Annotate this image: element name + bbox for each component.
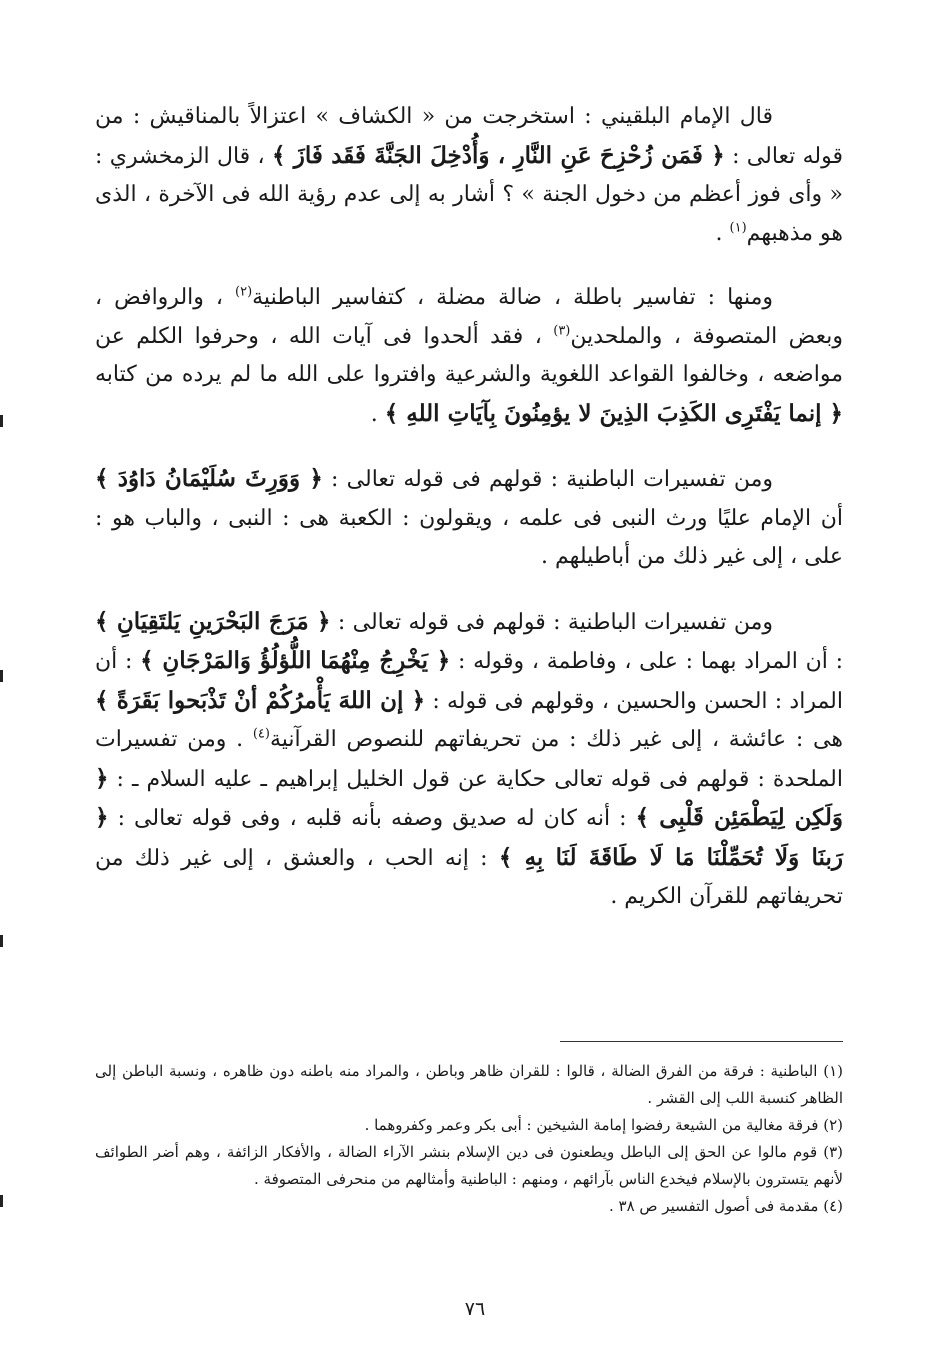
footnote-3: (٣) قوم مالوا عن الحق إلى الباطل ويطعنون فى دين الإسلام بنشر الآراء الضالة ، والأفكار الزائفة ، وهم أضر الطوائف لأنهم يتسترون بالإسلام فيخدع الناس بآرائهم ، ومنهم : الباطنية وأمثالهم من منحرفى المتصوفة . — [95, 1143, 843, 1188]
quran-verse: ﴿ يَخْرِجُ مِنْهُمَا اللُّؤلُؤُ وَالمَرْجَانِ ﴾ — [140, 647, 451, 674]
scan-edge-mark — [0, 935, 3, 947]
paragraph-4 — [95, 603, 843, 917]
text-run: . ومن تفسيرات الملحدة : قولهم فى قوله تعالى حكاية عن قول الخليل إبراهيم ـ عليه السلام ـ : — [95, 727, 843, 792]
text-run: ، والروافض ، وبعض المتصوفة ، والملحدين — [95, 285, 843, 349]
footnote-ref: (٤) — [252, 726, 270, 742]
text-run: . — [370, 401, 385, 427]
footnotes — [95, 1058, 843, 1220]
footnote-4: (٤) مقدمة فى أصول التفسير ص ٣٨ . — [608, 1197, 843, 1215]
quran-verse: ﴿ رَبنَا وَلَا تُحَمِّلْنَا مَا لَا طَاقَةَ لَنَا بِهِ ﴾ — [95, 804, 843, 871]
footnote-ref: (٢) — [235, 284, 253, 300]
text-run: هى : عائشة ، إلى غير ذلك : من تحريفاتهم للنصوص القرآنية — [269, 727, 843, 752]
quran-verse: ﴿ إنما يَفْتَرِى الكَذِبَ الذِينَ لا يؤمِنُونَ بِآيَاتِ اللهِ ﴾ — [384, 399, 843, 427]
text-run: قال الإمام البلقيني : استخرجت من « الكشاف » اعتزالاً بالمناقيش : من قوله تعالى : — [95, 104, 843, 169]
quran-verse: ﴿ وَوَرِثَ سُلَيْمَانُ دَاوُدَ ﴾ — [95, 465, 323, 492]
text-run: ومن تفسيرات الباطنية : قولهم فى قوله تعالى : — [330, 609, 773, 635]
quran-verse: ﴿ إن اللهَ يَأْمرُكُمْ أنْ تَذْبَحوا بَقَرَةً ﴾ — [95, 686, 426, 714]
main-text — [95, 98, 843, 917]
text-run: : أن المراد : الحسن والحسين ، وقولهم فى قوله : — [95, 649, 843, 714]
footnote-ref: (١) — [729, 220, 747, 236]
quran-verse: ﴿ فَمَن زُحْزِحَ عَنِ النَّارِ ، وَأُدْخِلَ الجَنَّةَ فَقَد فَازَ ﴾ — [271, 141, 725, 169]
footnote-1: (١) الباطنية : فرقة من الفرق الضالة ، قالوا : للقران ظاهر وباطن ، والمراد منه باطنه دون ظاهره ، ونسبة الباطن إلى الظاهر كنسبة اللب إلى القشر . — [95, 1062, 843, 1107]
text-run: ، فقد ألحدوا فى آيات الله ، وحرفوا الكلم عن مواضعه ، وخالفوا القواعد اللغوية والشرعية وافتروا على الله ما لم يرده من كتابه — [95, 323, 843, 387]
text-run: ، قال الزمخشري : « وأى فوز أعظم من دخول الجنة » ؟ أشار به إلى عدم رؤية الله فى الآخرة ، الذى هو مذهبهم — [95, 143, 843, 246]
text-run: : إنه الحب ، والعشق ، إلى غير ذلك من تحريفاتهم للقرآن الكريم . — [95, 845, 843, 909]
scan-edge-mark — [0, 1195, 3, 1207]
quran-verse: ﴿ وَلَكِن لِيَطْمَئِن قَلْبِى ﴾ — [95, 764, 844, 831]
footnote-ref: (٣) — [553, 323, 571, 339]
scan-edge-mark — [0, 415, 3, 427]
text-run: : أن المراد بهما : على ، وفاطمة ، وقوله : — [450, 649, 843, 674]
quran-verse: ﴿ مَرَجَ البَحْرَينِ يَلتَقِيَانِ ﴾ — [95, 607, 331, 635]
text-run: ومن تفسيرات الباطنية : قولهم فى قوله تعالى : — [322, 467, 773, 492]
footnote-divider — [560, 1041, 843, 1042]
page-number: ٧٦ — [464, 1298, 486, 1320]
text-run: أن الإمام عليًا ورث النبى فى علمه ، ويقولون : الكعبة هى : النبى ، والباب هو : على ، إلى غير ذلك من أباطيلهم . — [95, 505, 843, 569]
paragraph-2 — [95, 279, 843, 434]
scan-edge-mark — [0, 670, 3, 682]
text-run: : أنه كان له صديق وصفه بأنه قلبه ، وفى قوله تعالى : — [108, 806, 636, 831]
text-run: . — [715, 220, 730, 246]
footnote-2: (٢) فرقة مغالية من الشيعة رفضوا إمامة الشيخين : أبى بكر وعمر وكفروهما . — [364, 1116, 843, 1134]
text-run: ومنها : تفاسير باطلة ، ضالة مضلة ، كتفاسير الباطنية — [252, 285, 773, 310]
paragraph-3 — [95, 460, 843, 577]
paragraph-1 — [95, 98, 843, 253]
